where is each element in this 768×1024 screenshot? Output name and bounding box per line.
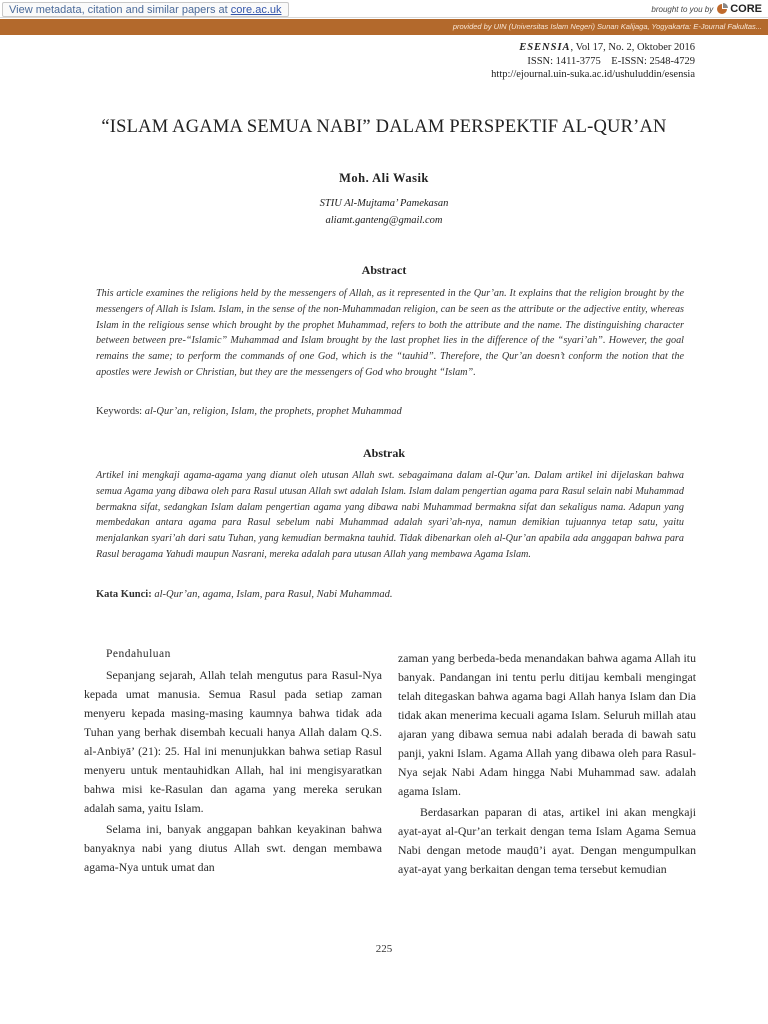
- keywords-line: [96, 404, 684, 419]
- journal-issue: Vol 17, No. 2, Oktober 2016: [575, 42, 695, 53]
- body-paragraph: Berdasarkan paparan di atas, artikel ini akan mengkaji ayat-ayat al-Qur’an terkait dengan tema Islam Agama Semua Nabi dengan metode mauḍū’i ayat. Dengan mengumpulkan ayat-ayat yang berkaitan dengan tema tersebut kemudian: [398, 805, 696, 876]
- article-title: “ISLAM AGAMA SEMUA NABI” DALAM PERSPEKTIF AL-QUR’AN: [101, 117, 667, 137]
- metadata-link-text: View metadata, citation and similar papers at: [9, 4, 231, 16]
- provider-bar: [0, 19, 768, 35]
- abstract-heading: Abstract: [361, 263, 407, 277]
- kata-kunci-label: Kata Kunci:: [96, 589, 152, 600]
- journal-issue-line: ESENSIA, Vol 17, No. 2, Oktober 2016: [519, 42, 695, 53]
- issn-line: [491, 55, 695, 69]
- core-logo[interactable]: [716, 3, 762, 15]
- abstract-text: This article examines the religions held by the messengers of Allah, as it represented in the Qur’an. It explains that the religion brought by the messengers of Allah is Islam. Islam, in the sense of the non-Muhammadan religion, can be seen as the attribute or the adjective entity, whereas Islam in the religious sense which brought by the prophet Muhammad, refers to both the attribute and the name. The distinguishing character between between pre-“Islamic” Muhammad and Islam brought by the last prophet lies in the difference of the “syari’ah”. However, the goal remains the same; to perform the commands of one God, which is the “tauhid”. Therefore, the Qur’an doesn’t conform the notion that the apostles were Jewish or Christian, but they are the messengers of God who brought “Islam”.: [96, 288, 684, 378]
- author-affiliation: STIU Al-Mujtama’ Pamekasan: [319, 198, 449, 209]
- core-logo-icon: [716, 3, 728, 15]
- author-name: Moh. Ali Wasik: [339, 171, 429, 185]
- body-right-column: [398, 649, 696, 881]
- keywords-text: al-Qur’an, religion, Islam, the prophets, prophet Muhammad: [144, 406, 402, 417]
- journal-eissn: E-ISSN: 2548-4729: [611, 55, 695, 67]
- brought-by-text: brought to you by: [651, 4, 714, 14]
- body-left-column: [84, 645, 382, 879]
- kata-kunci-text: al-Qur’an, agama, Islam, para Rasul, Nabi Muhammad.: [154, 589, 393, 600]
- author-affiliation-block: [0, 195, 768, 229]
- body-paragraph: Sepanjang sejarah, Allah telah mengutus para Rasul-Nya kepada umat manusia. Semua Rasul pada setiap zaman menyeru kepada masing-masing kaumnya bahwa tidak ada Tuhan yang berhak disembah kecuali hanya Allah dalam Q.S. al-Anbiyā’ (21): 25. Hal ini menunjukkan bahwa setiap Rasul menyeru untuk mentauhidkan Allah, hal ini mengisyaratkan bahwa misi ke-Rasulan dan agama yang mereka serukan adalah sama, yaitu Islam.: [84, 668, 382, 815]
- abstrak-heading: Abstrak: [362, 446, 405, 460]
- journal-issn: ISSN: 1411-3775: [527, 55, 601, 67]
- metadata-link[interactable]: [2, 2, 289, 17]
- body-paragraph: Selama ini, banyak anggapan bahkan keyakinan bahwa banyaknya nabi yang diutus Allah swt. dengan membawa agama-Nya untuk umat dan: [84, 822, 382, 874]
- abstrak-text: Artikel ini mengkaji agama-agama yang dianut oleh utusan Allah swt. sebagaimana dalam al-Qur’an. Dalam artikel ini dijelaskan bahwa semua Agama yang dibawa oleh para Rasul utusan Allah swt adalah Islam. Islam dalam pengertian agama para Rasul selain nabi Muhammad bermakna sifat, sedangkan Islam dalam pengertian agama yang dibawa nabi Muhammad bermakna sifat dan sekaligus nama. Adapun yang membedakan antara agama para Rasul sebelum nabi Muhammad adalah syari’ah-nya, namun demikian tujuannya tetap satu, yaitu menjalankan syari’ah dari satu Tuhan, yang kemudian bermakna tauhid. Tidak dibenarkan oleh al-Qur’an apabila ada anggapan bahwa para Rasul beragama Yahudi maupun Nasrani, mereka adalah para utusan Allah yang membawa Agama Islam.: [96, 470, 684, 560]
- author-email[interactable]: aliamt.ganteng@gmail.com: [325, 215, 443, 226]
- core-label: CORE: [730, 3, 762, 15]
- keywords-label: Keywords:: [96, 406, 143, 417]
- core-domain-link[interactable]: core.ac.uk: [230, 4, 282, 16]
- provided-by-text[interactable]: provided by UIN (Universitas Islam Negeri) Sunan Kalijaga, Yogyakarta: E-Journal Fakultas...: [452, 22, 762, 31]
- core-brand: [651, 3, 762, 15]
- journal-info: [491, 41, 695, 82]
- journal-url[interactable]: http://ejournal.uin-suka.ac.id/ushuluddin/esensia: [491, 69, 695, 80]
- kata-kunci-line: [96, 587, 684, 602]
- page-number: 225: [375, 943, 393, 955]
- journal-name: ESENSIA: [519, 42, 571, 53]
- section-heading: Pendahuluan: [106, 648, 171, 660]
- body-paragraph: zaman yang berbeda-beda menandakan bahwa agama Allah itu banyak. Pandangan ini tentu perlu ditijau kembali mengingat telah ditegaskan bahwa agama bagi Allah hanya Islam dan Dia tidak akan menerima kecuali agama Islam. Seluruh millah atau ajaran yang dibawa semua nabi adalah berada di bawah satu panji, yakni Islam. Agama Allah yang dibawa oleh para Rasul-Nya sejak Nabi Adam hingga Nabi Muhammad saw. adalah agama Islam.: [398, 651, 696, 798]
- core-banner: [0, 0, 768, 18]
